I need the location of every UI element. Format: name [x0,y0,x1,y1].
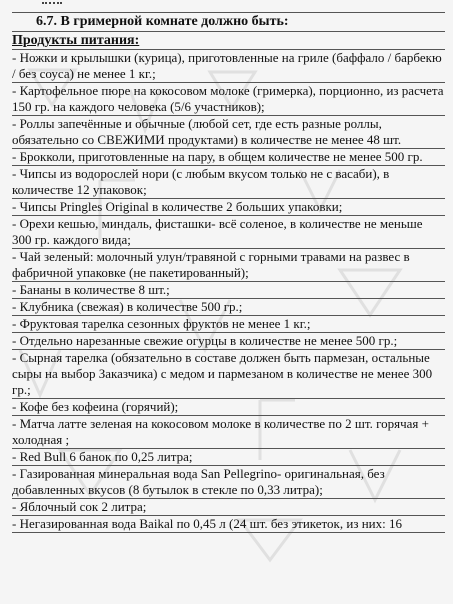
list-item: - Картофельное пюре на кокосовом молоке (гримерка), порционно, из расчета 150 гр. на каждого человека (5/6 участников); [12,83,444,114]
cutoff-dots [42,2,62,8]
list-item: - Сырная тарелка (обязательно в составе должен быть пармезан, остальные сыры на выбор Заказчика) с медом и пармезаном в количестве не менее 300 гр.; [12,350,445,399]
subsection-title: Продукты питания: [12,32,445,50]
list-item: - Газированная минеральная вода San Pellegrino- оригинальная, без добавленных вкусов (8 бутылок в стекле по 0,33 литра); [12,466,445,499]
list-item: - Чипсы Pringles Original в количестве 2 больших упаковки; [12,199,445,216]
list-item: - Отдельно нарезанные свежие огурцы в количестве не менее 500 гр.; [12,333,445,350]
list-item: - Матча латте зеленая на кокосовом молоке в количестве по 2 шт. горячая + холодная ; [12,416,445,449]
list-item: - Яблочный сок 2 литра; [12,499,445,516]
list-item: - Ножки и крылышки (курица), приготовленные на гриле (баффало / барбекю / без соуса) не менее 1 кг.; [12,50,445,83]
list-item: - Орехи кешью, миндаль, фисташки- всё соленое, в количестве не меньше 300 гр. каждого вида; [12,216,445,249]
list-item: - Чипсы из водорослей нори (с любым вкусом только не с васаби), в количестве 12 упаковок; [12,166,445,199]
list-item: - Клубника (свежая) в количестве 500 гр.; [12,299,445,316]
list-item: - Роллы запечённые и обычные (любой сет, где есть разные роллы, обязательно со СВЕЖИМИ продуктами) в количестве не менее 48 шт. [12,116,445,149]
list-item: - Фруктовая тарелка сезонных фруктов не менее 1 кг.; [12,316,445,333]
list-item: - Кофе без кофеина (горячий); [12,399,445,416]
previous-page-cutoff [12,0,445,13]
section-title: 6.7. В гримерной комнате должно быть: [12,13,445,32]
list-item: - Брокколи, приготовленные на пару, в общем количестве не менее 500 гр. [12,149,445,166]
list-item: - Бананы в количестве 8 шт.; [12,282,445,299]
list-item: - Red Bull 6 банок по 0,25 литра; [12,449,445,466]
food-list [12,50,445,533]
list-item: - Негазированная вода Baikal по 0,45 л (24 шт. без этикеток, из них: 16 [12,516,445,533]
list-item: - Чай зеленый: молочный улун/травяной с горными травами на развес в фабричной упаковке (не пакетированный); [12,249,445,282]
